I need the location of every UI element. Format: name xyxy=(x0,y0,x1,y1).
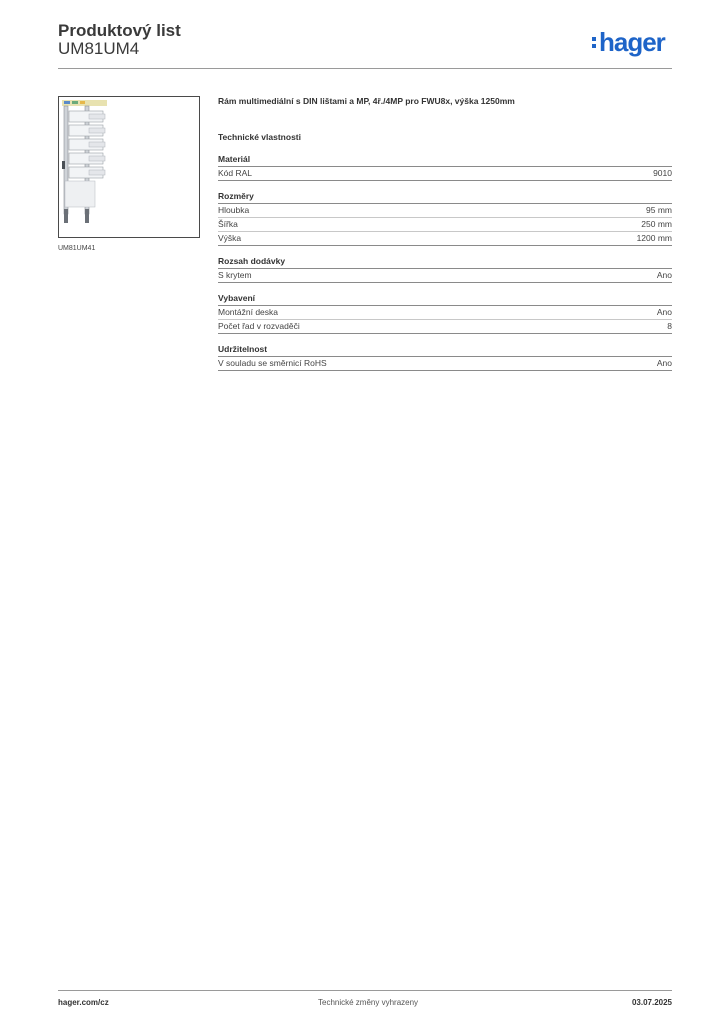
footer-website-link[interactable]: hager.com/cz xyxy=(58,998,109,1007)
product-details xyxy=(218,94,672,371)
group-title: Rozměry xyxy=(218,190,672,204)
property-label: Kód RAL xyxy=(218,168,253,178)
product-code: UM81UM4 xyxy=(58,39,140,58)
property-value: Ano xyxy=(656,270,672,280)
section-heading: Technické vlastnosti xyxy=(218,132,301,142)
property-row xyxy=(218,357,672,371)
group-title: Materiál xyxy=(218,153,672,167)
group-equipment xyxy=(218,292,672,334)
property-value: 95 mm xyxy=(646,205,672,215)
header-divider xyxy=(58,68,672,69)
property-row xyxy=(218,167,672,181)
property-label: V souladu se směrnicí RoHS xyxy=(218,358,327,368)
property-value: Ano xyxy=(656,307,672,317)
product-description: Rám multimediální s DIN lištami a MP, 4ř./4MP pro FWU8x, výška 1250mm xyxy=(218,96,515,106)
footer-divider xyxy=(58,990,672,991)
product-frame-image-icon xyxy=(59,97,199,237)
property-label: Počet řad v rozvaděči xyxy=(218,321,300,331)
hager-logo[interactable] xyxy=(592,28,665,56)
property-value: 8 xyxy=(667,321,672,331)
group-dimensions xyxy=(218,190,672,246)
group-title: Udržitelnost xyxy=(218,343,672,357)
logo-text: hager xyxy=(599,27,665,57)
image-caption: UM81UM41 xyxy=(58,245,96,252)
group-material xyxy=(218,153,672,181)
property-row xyxy=(218,204,672,218)
property-row xyxy=(218,232,672,246)
group-title: Rozsah dodávky xyxy=(218,255,672,269)
footer-notice: Technické změny vyhrazeny xyxy=(318,998,419,1007)
property-value: 250 mm xyxy=(641,219,672,229)
page-title: Produktový list xyxy=(58,21,181,40)
group-title: Vybavení xyxy=(218,292,672,306)
property-row xyxy=(218,269,672,283)
property-row xyxy=(218,306,672,320)
property-label: S krytem xyxy=(218,270,252,280)
property-label: Hloubka xyxy=(218,205,250,215)
property-row xyxy=(218,320,672,334)
group-scope-of-delivery xyxy=(218,255,672,283)
logo-colon-icon xyxy=(592,37,596,48)
property-label: Výška xyxy=(218,233,242,243)
product-image xyxy=(58,96,200,238)
property-row xyxy=(218,218,672,232)
property-label: Šířka xyxy=(218,219,238,229)
property-value: Ano xyxy=(656,358,672,368)
footer-date: 03.07.2025 xyxy=(631,998,672,1007)
property-label: Montážní deska xyxy=(218,307,279,317)
group-sustainability xyxy=(218,343,672,371)
property-value: 1200 mm xyxy=(636,233,672,243)
property-value: 9010 xyxy=(653,168,672,178)
